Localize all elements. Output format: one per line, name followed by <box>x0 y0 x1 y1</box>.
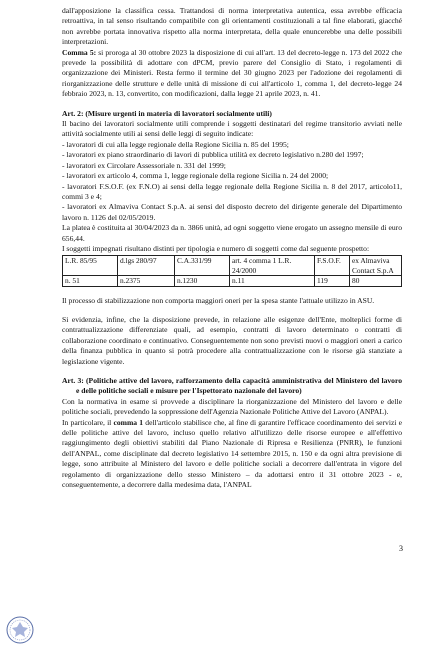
art2-line: Il bacino dei lavoratori socialmente utili comprende i soggetti destinatari del regime transitorio avviati nelle attività socialmente utili ai sensi delle leggi di seguito indicate: <box>62 119 402 139</box>
lsu-table <box>62 255 402 286</box>
comma5-paragraph <box>62 48 402 100</box>
art3-section <box>62 376 402 490</box>
art3-paragraph-1: Con la normativa in esame si provvede a disciplinare la riorganizzazione del Ministero del lavoro e delle politiche sociali, prevedendo la soppressione dell'Agenzia Nazionale Politiche Attive del Lavoro (ANPAL). <box>62 396 402 417</box>
stabilizzazione-paragraph: Il processo di stabilizzazione non comporta maggiori oneri per la spesa stante l'attuale utilizzo in ASU. <box>62 295 375 305</box>
art3-p2-post: dell'articolo stabilisce che, al fine di garantire l'efficace coordinamento dei servizi e delle politiche attive del lavoro, incluso quello relativo all'utilizzo delle risorse europee e all'effettivo raggiungimento degli obiettivi stabiliti dal Piano Nazionale di Ripresa e Resilienza (PNRR), le funzioni dell'ANPAL, come disciplinate dal decreto legislativo 14 settembre 2015, n. 150 e da ogni altra previsione di legge, sono attribuite al Ministero del lavoro e delle politiche sociali a decorrere dall'entrata in vigore del regolamento di organizzazione dello stesso Ministero – da adottarsi entro il 31 ottobre 2023 - e, conseguentemente, a decorrere dalla medesima data, l'ANPAL <box>62 417 402 490</box>
table-cell: n.11 <box>230 276 315 286</box>
table-header-cell: F.S.O.F. <box>315 256 350 276</box>
art2-line: - lavoratori ex Almaviva Contact S.p.A. ai sensi del disposto decreto del dirigente generale del Dipartimento lavoro n. 1126 del 02/05/2019. <box>62 202 402 222</box>
table-header-cell: d.lgs 280/97 <box>118 256 175 276</box>
art2-line: - lavoratori ex Circolare Assessoriale n. 331 del 1999; <box>62 160 226 170</box>
evidenza-paragraph: Si evidenzia, infine, che la disposizione prevede, in relazione alle esigenze dell'Ente, molteplici forme di contrattualizzazione differenziate quali, ad esempio, contratti di lavoro determinato o contratti di collaborazione coordinato e continuativo. Conseguentemente non sono previsti nuovi o maggiori oneri a carico della finanza pubblica in quanto si potrà procedere alla contrattualizzazione con le risorse già stanziate a legislazione vigente. <box>62 314 402 366</box>
table-cell: 80 <box>350 276 402 286</box>
table-header-cell: L.R. 85/95 <box>63 256 118 276</box>
intro-block <box>62 6 402 100</box>
art2-line: - lavoratori di cui alla legge regionale della Regione Sicilia n. 85 del 1995; <box>62 139 289 149</box>
emblem-seal-icon <box>6 616 34 644</box>
art3-paragraph-2 <box>62 418 402 491</box>
art2-line: - lavoratori ex articolo 4, comma 1, legge regionale della regione Sicilia n. 24 del 2000; <box>62 171 329 181</box>
document-page <box>62 6 402 490</box>
art2-line: I soggetti impegnati risultano distinti per tipologia e numero di soggetti come dal seguente prospetto: <box>62 243 370 253</box>
art2-line: La platea è costituita al 30/04/2023 da n. 3866 unità, ad ogni soggetto viene erogato un assegno mensile di euro 656,44. <box>62 223 402 243</box>
table-header-row <box>63 256 402 276</box>
art3-title: Art. 3: (Politiche attive del lavoro, rafforzamento della capacità amministrativa del Ministero del lavoro e delle politiche sociali e misure per l'Ispettorato nazionale del lavoro) <box>62 376 402 396</box>
art2-line: - lavoratori ex piano straordinario di lavori di pubblica utilità ex decreto legislativo n.280 del 1997; <box>62 150 364 160</box>
table-cell: 119 <box>315 276 350 286</box>
art2-line: - lavoratori F.S.O.F. (ex F.N.O) ai sensi della legge regionale della Regione Sicilia n. 8 del 2017, articolo11, commi 3 e 4; <box>62 181 402 201</box>
table-row <box>63 276 402 286</box>
table-cell: n. 51 <box>63 276 118 286</box>
table-cell: n.1230 <box>175 276 230 286</box>
table-header-cell: ex Almaviva Contact S.p.A <box>350 256 402 276</box>
table-cell: n.2375 <box>118 276 175 286</box>
art3-p2-pre: In particolare, il <box>62 417 114 427</box>
table-header-cell: C.A.331/99 <box>175 256 230 276</box>
intro-paragraph: dall'apposizione la classifica cessa. Trattandosi di norma interpretativa autentica, essa avrebbe efficacia retroattiva, in tal senso risultando compatibile con gli orientamenti costituzionali a tal fine elaborati, giacché non avrebbe portata innovativa rispetto alla norma interpretata, della quale enuncerebbe una delle possibili interpretazioni. <box>62 6 402 47</box>
table-header-cell: art. 4 comma 1 L.R. 24/2000 <box>230 256 315 276</box>
comma5-label: Comma 5: <box>62 47 97 57</box>
art2-title: Art. 2: (Misure urgenti in materia di lavoratori socialmente utili) <box>62 108 272 118</box>
art2-section <box>62 109 402 367</box>
page-number: 3 <box>399 544 403 553</box>
comma5-text: si proroga al 30 ottobre 2023 la disposizione di cui all'art. 13 del decreto-legge n. 173 del 2022 che prevede la possibilità di adottare con dPCM, previo parere del Consiglio di Stato, i regolamenti di organizzazione dei Ministeri. Resta fermo il termine del 30 giugno 2023 per l'adozione dei regolamenti di riorganizzazione delle strutture e delle unità di missione di cui all'articolo 1, comma 1, del decreto-legge 24 febbraio 2023, n. 13, convertito, con modificazioni, dalla legge 21 aprile 2023, n. 41. <box>62 47 402 99</box>
art3-p2-bold: comma 1 <box>113 417 144 427</box>
